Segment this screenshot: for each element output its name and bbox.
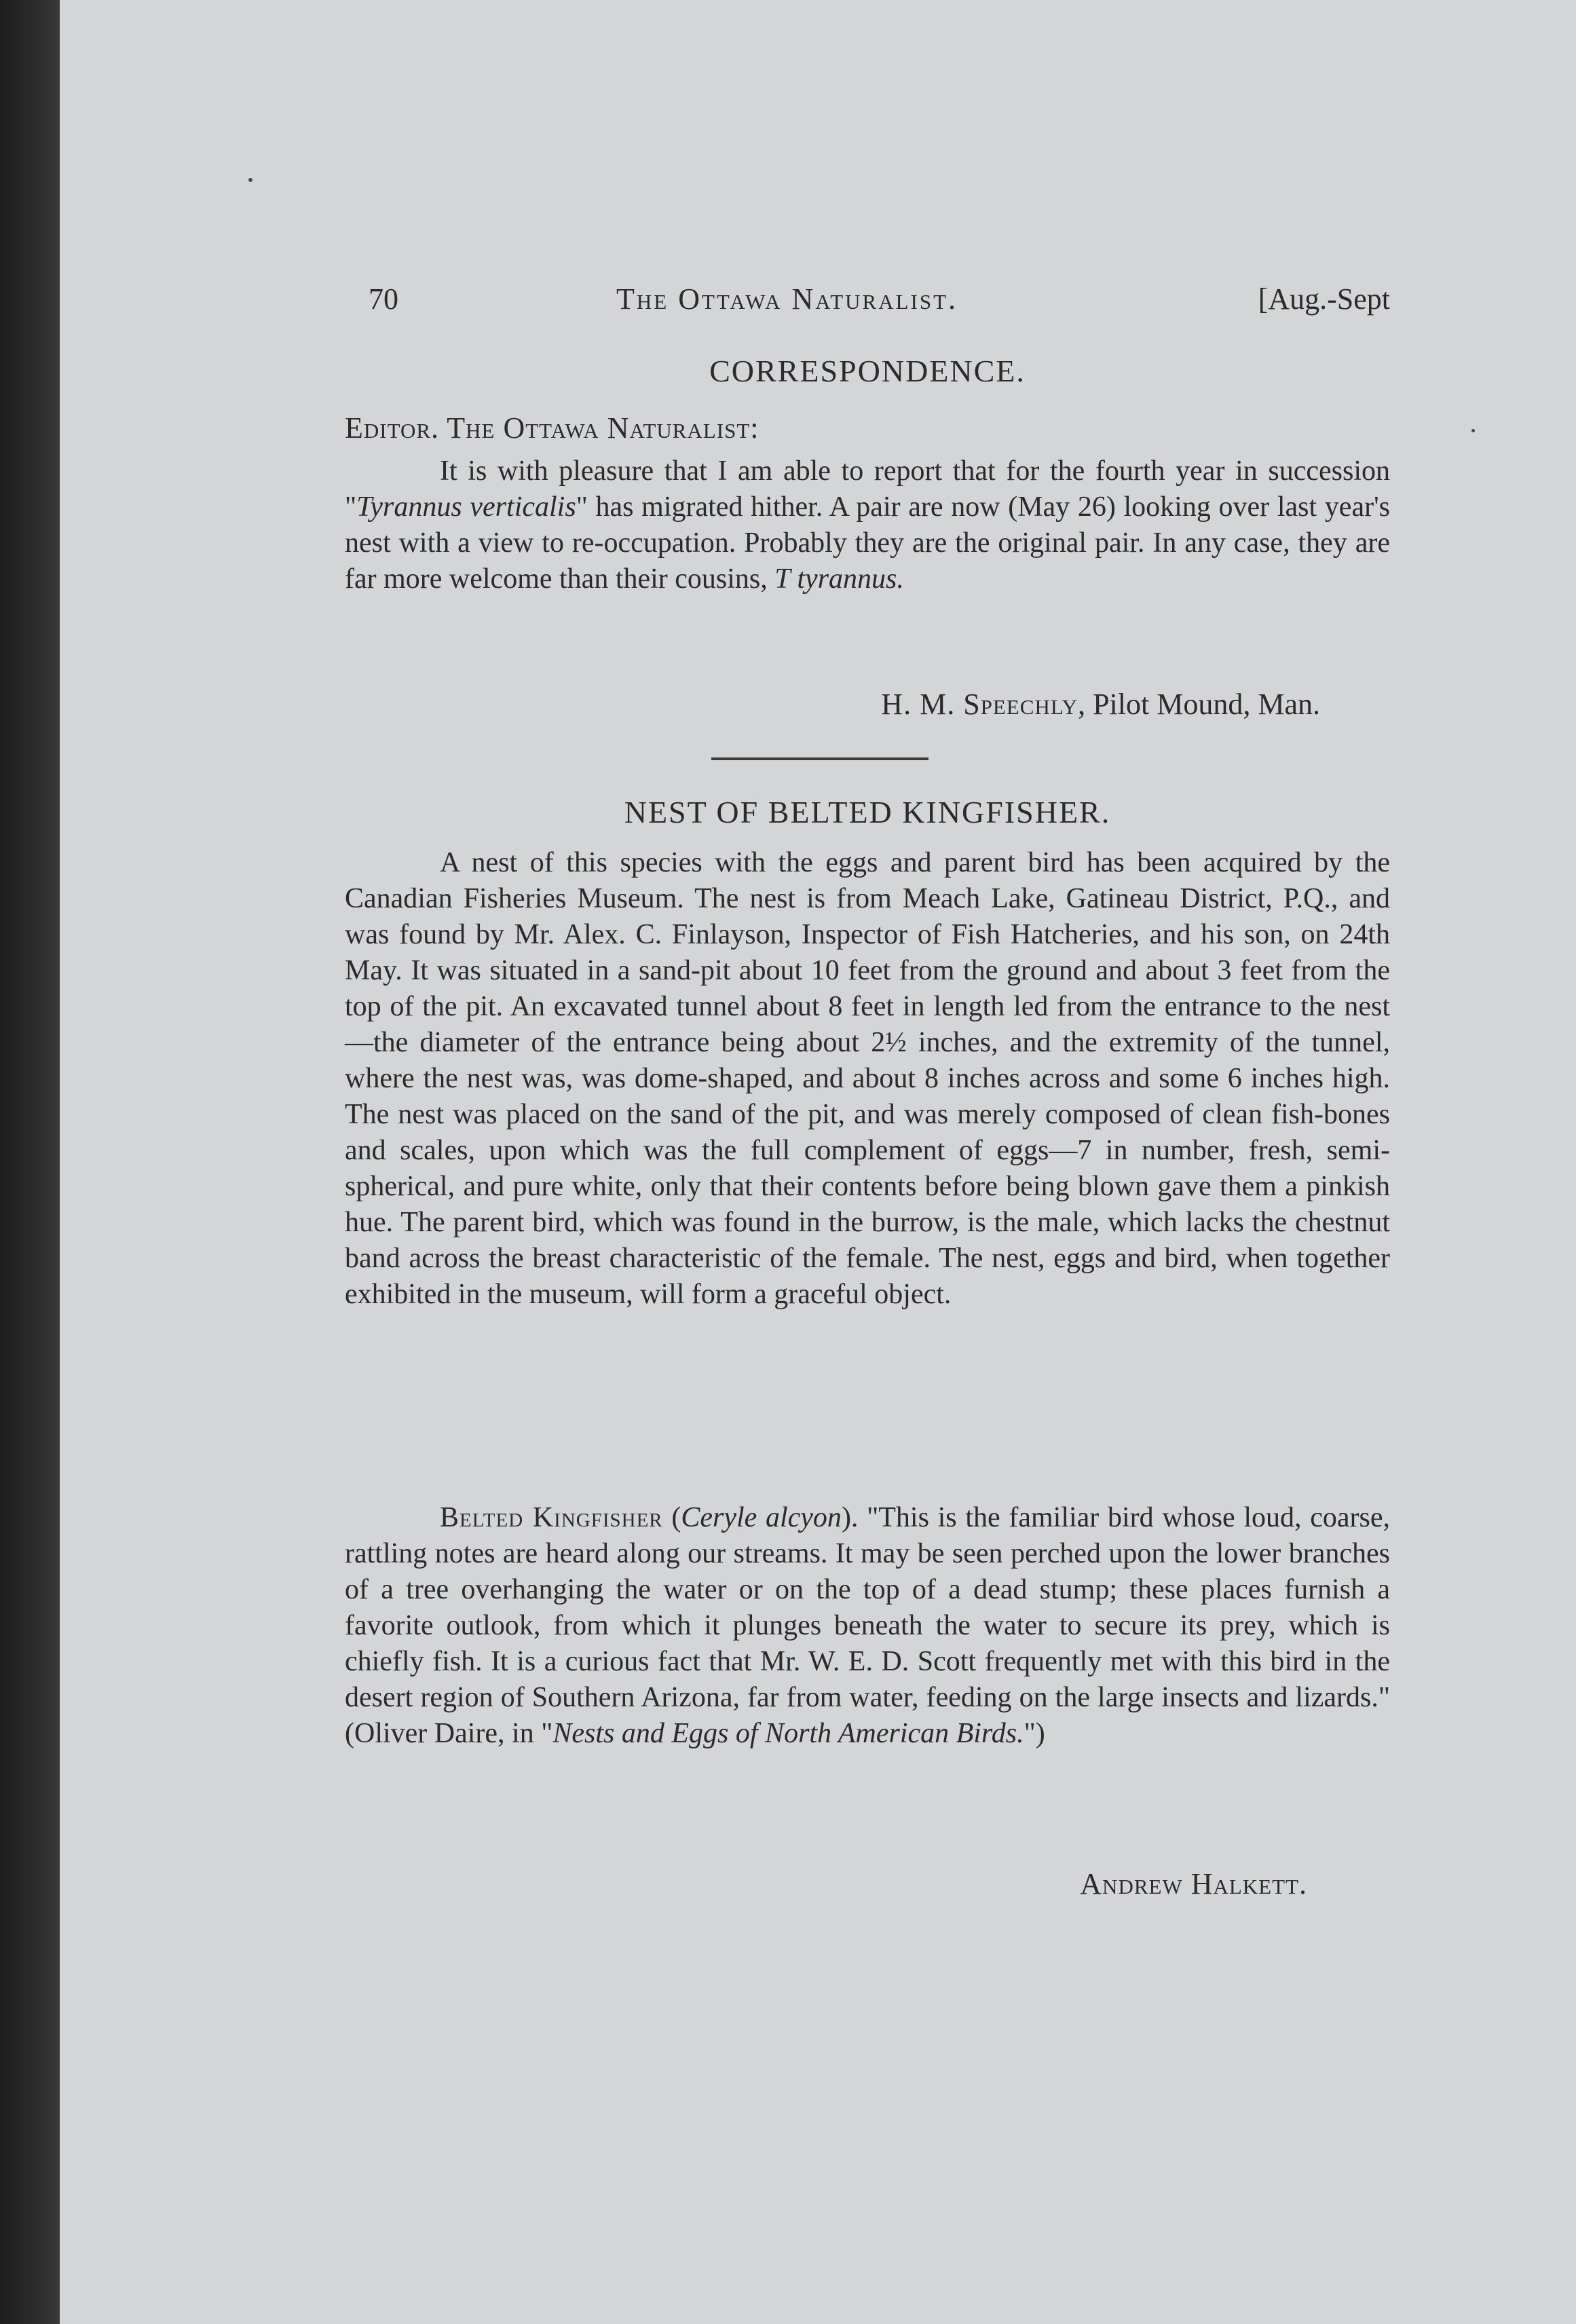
letter-text: It is with pleasure that I am able to report that for the fourth year in succession " xyxy=(345,455,1390,523)
correspondence-heading: CORRESPONDENCE. xyxy=(709,354,1026,388)
document-page xyxy=(60,0,1576,2324)
kingfisher-paragraph-2 xyxy=(345,1500,1390,1752)
salutation-journal: The Ottawa Naturalist: xyxy=(447,411,759,445)
book-spine xyxy=(0,0,60,2324)
species-name: T tyrannus. xyxy=(774,563,904,595)
correspondence-letter xyxy=(345,453,1390,597)
kingfisher-heading: NEST OF BELTED KINGFISHER. xyxy=(624,795,1111,829)
journal-title: The Ottawa Naturalist. xyxy=(616,282,958,316)
speck xyxy=(1471,429,1475,432)
lead-name: Belted Kingfisher xyxy=(440,1502,663,1533)
running-header xyxy=(369,282,1390,329)
signature-place: , Pilot Mound, Man. xyxy=(1078,688,1320,721)
kingfisher-paragraph-1: A nest of this species with the eggs and parent bird has been acquired by the Canadian Fisheries Museum. The nest is from Meach Lake, Gatineau District, P.Q., and was found by Mr. Alex. C. Finlayson, Inspector of Fish Hatcheries, and his son, on 24th May. It was situated in a sand-pit about 10 feet from the ground and about 3 feet from the top of the pit. An excavated tunnel about 8 feet in length led from the entrance to the nest—the diameter of the entrance being about 2½ inches, and the extremity of the tunnel, where the nest was, was dome-shaped, and about 8 inches across and some 6 inches high. The nest was placed on the sand of the pit, and was merely composed of clean fish-bones and scales, upon which was the full complement of eggs—7 in number, fresh, semi-spherical, and pure white, only that their contents before being blown gave them a pinkish hue. The parent bird, which was found in the burrow, is the male, which lacks the chestnut band across the breast characteristic of the female. The nest, eggs and bird, when together exhibited in the museum, will form a graceful object. xyxy=(345,847,1390,1310)
paragraph-text: ") xyxy=(1024,1718,1045,1749)
section-divider xyxy=(711,757,928,760)
speck xyxy=(248,178,252,182)
species-name: Ceryle alcyon xyxy=(681,1502,842,1533)
page-number: 70 xyxy=(369,282,398,316)
signature-name: H. M. Speechly xyxy=(881,688,1078,721)
paragraph-text: ( xyxy=(662,1502,681,1533)
issue-date: [Aug.-Sept xyxy=(1258,282,1390,316)
book-title: Nests and Eggs of North American Birds. xyxy=(552,1718,1024,1749)
letter-text: " has migrated hither. A pair are now (May 26) looking over last year's nest with a view to re-occupation. Probably they are the original pair. In any case, they are far more welcome than their cousins, xyxy=(345,491,1390,595)
correspondence-signature xyxy=(345,687,1320,721)
paragraph-text: ). "This is the familiar bird whose loud, coarse, rattling notes are heard along our streams. It may be seen perched upon the lower branches of a tree overhanging the water or on the top of a dead stump; these places furnish a favorite outlook, from which it plunges beneath the water to secure its prey, which is chiefly fish. It is a curious fact that Mr. W. E. D. Scott frequently met with this bird in the desert region of Southern Arizona, far from water, feeding on the large insects and lizards." (Oliver Daire, in " xyxy=(345,1502,1390,1749)
kingfisher-signature: Andrew Halkett. xyxy=(1080,1867,1307,1900)
salutation xyxy=(345,411,1390,445)
salutation-prefix: Editor. xyxy=(345,411,440,445)
species-name: Tyrannus verticalis xyxy=(356,491,576,523)
